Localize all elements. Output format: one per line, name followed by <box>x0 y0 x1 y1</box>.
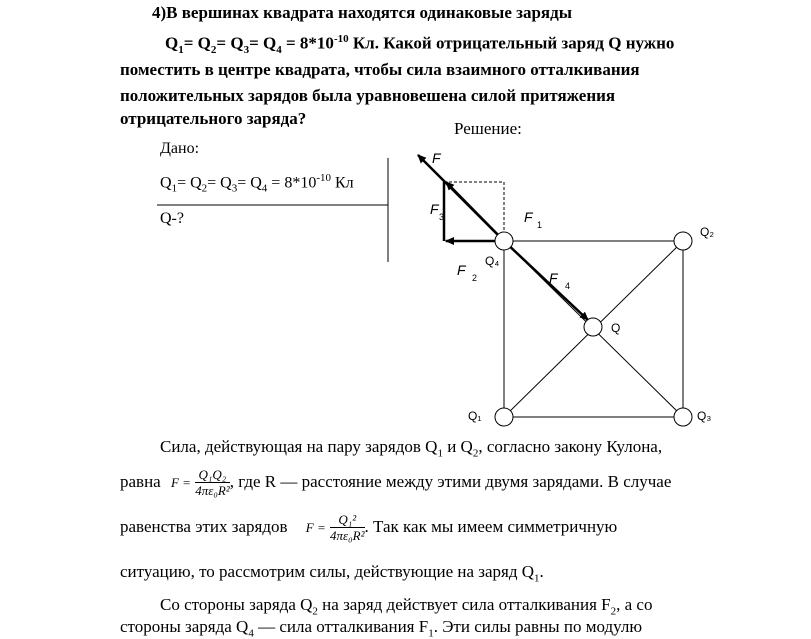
formula2-lhs: F = <box>305 519 326 535</box>
label-F4-sub: 4 <box>565 281 571 291</box>
label-F1: F <box>524 209 533 225</box>
given-equation: $Q_1= Q_2= Q_3= Q_4 = 8*10^{-10}$ Кл <box>160 172 354 195</box>
coulomb-formula-1: $\frac{\text{Q₁Q₂}}{\text{4πε₀R²}}$ <box>195 467 230 498</box>
label-q4: Q₄ <box>485 254 500 268</box>
body-paragraph-6: стороны заряда $Q_4$ — сила отталкивания $F_1$. Эти силы равны по модулю <box>120 617 643 639</box>
charge-q4 <box>495 232 513 250</box>
label-F: F <box>432 150 441 166</box>
label-F1-sub: 1 <box>537 220 543 230</box>
coulomb-formula-2: $\frac{\text{Q₁²}}{\text{4πε₀R²}}$ <box>330 512 365 543</box>
label-q2: Q₂ <box>700 225 714 239</box>
body-paragraph-5: Со стороны заряда $Q_2$ на заряд действует сила отталкивания $F_2$, а со <box>160 595 653 618</box>
given-find: Q-? <box>160 210 184 227</box>
arrow-F4 <box>504 241 588 320</box>
charge-q2 <box>674 232 692 250</box>
problem-line-1: $Q_1= Q_2= Q_3= Q_4 = 8*10^{-10}$ Кл. Какой отрицательный заряд Q нужно <box>165 33 675 57</box>
label-F4: F <box>549 270 558 286</box>
given-label: Дано: <box>160 140 200 157</box>
label-F2-sub: 2 <box>472 273 478 283</box>
problem-line-4: отрицательного заряда? <box>120 109 307 128</box>
label-F3-sub: 3 <box>439 212 445 222</box>
charge-q1 <box>495 408 513 426</box>
body-paragraph-2: равна F = $\frac{\text{Q₁Q₂}}{\text{4πε₀R²}}$ , где R — расстояние между этими двумя зарядами. В случае <box>120 467 672 498</box>
problem-line-2: поместить в центре квадрата, чтобы сила взаимного отталкивания <box>120 60 640 79</box>
solution-label: Решение: <box>454 119 522 138</box>
body-paragraph-1: Сила, действующая на пару зарядов $Q_1$ и $Q_2$, согласно закону Кулона, <box>160 437 663 460</box>
charge-q3 <box>674 408 692 426</box>
problem-heading: 4)В вершинах квадрата находятся одинаковые заряды <box>152 3 572 22</box>
problem-line-3: положительных зарядов была уравновешена силой притяжения <box>120 86 616 105</box>
body-paragraph-4: ситуацию, то рассмотрим силы, действующие на заряд $Q_1$. <box>120 562 544 585</box>
arrow-F-resultant <box>418 155 504 241</box>
label-q3: Q₃ <box>697 409 712 423</box>
label-q1: Q₁ <box>468 409 482 423</box>
label-center-q: Q <box>611 321 621 335</box>
formula1-lhs: F = <box>170 474 191 490</box>
label-F3: F <box>430 201 439 217</box>
charge-center-q <box>584 318 602 336</box>
body-paragraph-3: равенства этих зарядов F = $\frac{\text{Q₁²}}{\text{4πε₀R²}}$ . Так как мы имеем симметричную <box>120 512 618 543</box>
label-F2: F <box>457 262 466 278</box>
